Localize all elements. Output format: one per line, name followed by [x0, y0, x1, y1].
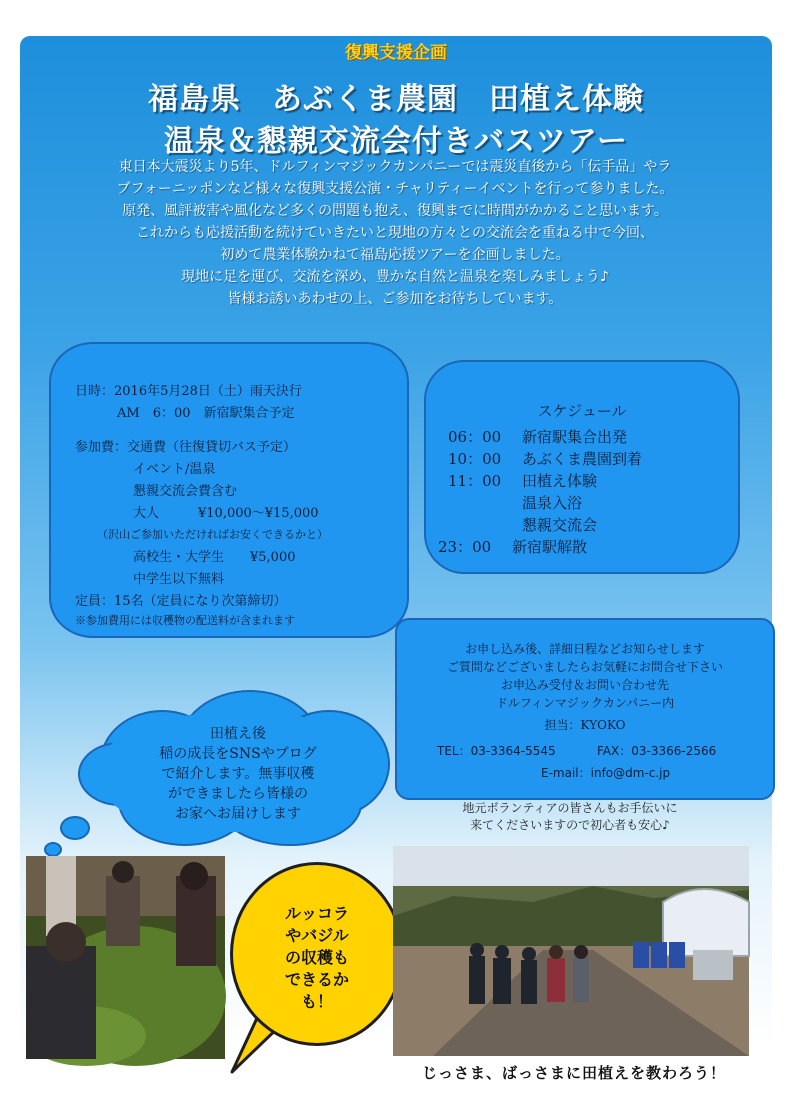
speech-text [253, 903, 381, 1013]
schedule-row [448, 492, 582, 513]
meet-text: AM 6：00 新宿駅集合予定 [117, 406, 295, 421]
page-subtitle: 温泉＆懇親交流会付きバスツアー [163, 124, 629, 159]
schedule-row [448, 514, 597, 535]
speech-line: できるか [284, 970, 349, 989]
cloud-line: お家へお届けします [175, 806, 301, 822]
cloud-line: 田植え後 [210, 726, 266, 742]
speech-line: も！ [300, 992, 333, 1011]
schedule-panel [424, 360, 740, 574]
contact-line: お申し込み後、詳細日程などお知らせします [465, 642, 705, 656]
page-title: 福島県 あぶくま農園 田植え体験 [148, 82, 644, 117]
speech-line: ルッコラ [284, 904, 349, 923]
schedule-event: 新宿駅集合出発 [522, 428, 628, 446]
cloud-dot [44, 842, 62, 857]
cloud-line: で紹介します。無事収穫 [161, 766, 315, 782]
capacity-text: 定員：15名（定員になり次第締切） [75, 594, 287, 609]
note-line: 地元ボランティアの皆さんもお手伝いに [462, 801, 678, 815]
fee-title: 参加費：交通費（往復貸切バス予定） [75, 440, 297, 455]
intro-line: 原発、風評被害や風化など多くの問題も抱え、復興までに時間がかかること思います。 [122, 203, 668, 219]
schedule-event: 温泉入浴 [522, 494, 583, 512]
schedule-time: 10：00 [448, 450, 502, 468]
contact-panel [395, 618, 775, 800]
schedule-row [448, 426, 627, 447]
cloud-bubble [78, 682, 394, 842]
fax-number: FAX：03-3366-2566 [597, 744, 717, 758]
student-price: 高校生・大学生 ¥5,000 [133, 550, 296, 565]
schedule-time: 06：00 [448, 428, 502, 446]
intro-line: ブフォーニッポンなど様々な復興支援公演・チャリティーイベントを行って参りました。 [116, 181, 674, 197]
intro-line: これからも応援活動を続けていきたいと現地の方々との交流会を重ねる中で今回、 [136, 225, 654, 241]
speech-bubble [230, 862, 404, 1046]
intro-line: 初めて農業体験かねて福島応援ツアーを企画しました。 [220, 247, 570, 263]
contact-line: ドルフィンマジックカンパニー内 [495, 696, 675, 710]
footer-caption: じっさま、ばっさまに田植えを教わろう！ [422, 1064, 727, 1082]
intro-line: 東日本大震災より5年、ドルフィンマジックカンパニーでは震災直後から「伝手品」やラ [118, 159, 672, 175]
group-photo [393, 846, 749, 1056]
speech-line: の収穫も [284, 948, 349, 967]
intro-line: 皆様お誘いあわせの上、ご参加をお待ちしています。 [227, 291, 563, 307]
schedule-heading: スケジュール [537, 402, 627, 420]
tel-number[interactable]: TEL：03-3364-5545 [437, 744, 556, 758]
cloud-text [118, 724, 358, 824]
schedule-event: 懇親交流会 [522, 516, 598, 534]
cloud-line: 稲の成長をSNSやブログ [159, 746, 317, 762]
footnote-text: ※参加費用には収穫物の配送料が含まれます [75, 614, 295, 627]
contact-line: ご質問などございましたらお気軽にお問合せ下さい [446, 660, 723, 674]
flyer-poster [20, 36, 772, 1082]
schedule-row [438, 536, 587, 557]
fee-party: 懇親交流会費含む [133, 484, 238, 499]
contact-line: お申込み受付＆お問い合わせ先 [500, 678, 669, 692]
schedule-row [448, 470, 597, 491]
event-tag: 復興支援企画 [345, 43, 447, 63]
schedule-time: 23：00 [438, 538, 492, 556]
schedule-row [448, 448, 642, 469]
email-link[interactable]: E-mail：info@dm-c.jp [541, 766, 671, 780]
junior-price: 中学生以下無料 [133, 572, 225, 587]
details-bubble [49, 342, 409, 638]
schedule-event: 田植え体験 [522, 472, 598, 490]
volunteer-note [420, 800, 720, 834]
schedule-event: 新宿駅解散 [512, 538, 588, 556]
cloud-dot [60, 816, 90, 840]
intro-line: 現地に足を運び、交流を深め、豊かな自然と温泉を楽しみましょう♪ [181, 269, 609, 285]
adult-note: （沢山ご参加いただければお安くできるかと） [97, 528, 328, 541]
contact-person: 担当：KYOKO [544, 718, 626, 732]
harvest-photo [26, 856, 225, 1059]
fee-event: イベント/温泉 [133, 462, 216, 477]
schedule-time: 11：00 [448, 472, 502, 490]
date-text: 日時：2016年5月28日（土）雨天決行 [75, 384, 302, 399]
schedule-event: あぶくま農園到着 [522, 450, 643, 468]
adult-price: 大人 ¥10,000～¥15,000 [133, 506, 319, 521]
cloud-line: ができましたら皆様の [168, 786, 308, 802]
note-line: 来てくださいますので初心者も安心♪ [470, 818, 670, 832]
speech-line: やバジル [285, 926, 349, 945]
intro-text [30, 156, 760, 310]
